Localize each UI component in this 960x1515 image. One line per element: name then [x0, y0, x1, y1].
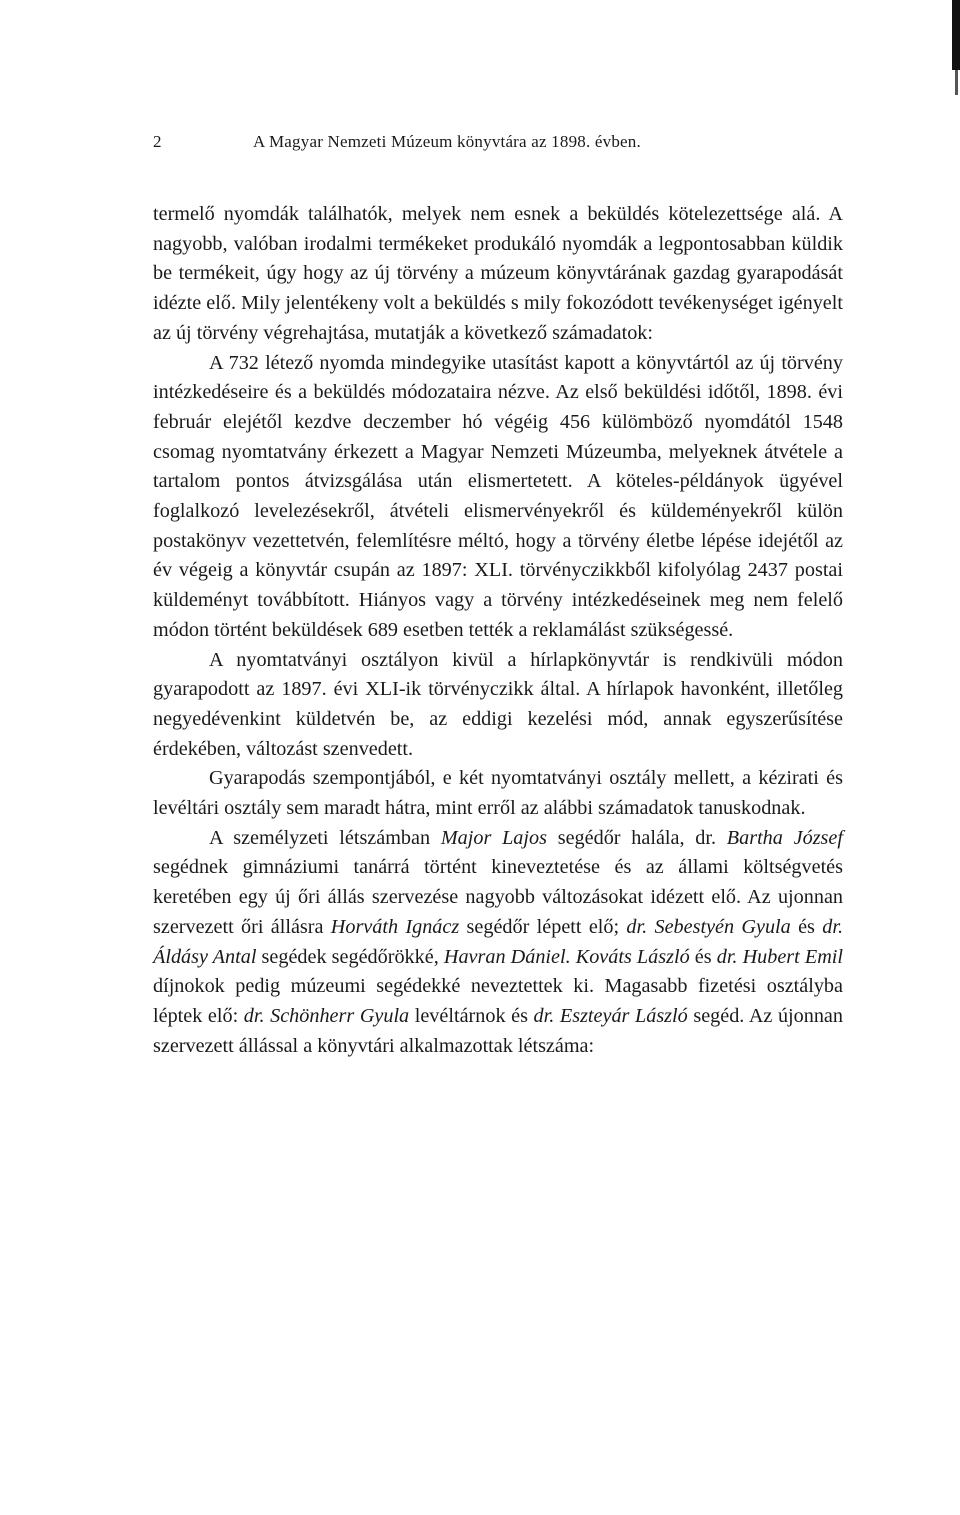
italic-name: Major Lajos [440, 826, 547, 849]
paragraph [153, 646, 843, 765]
text-run: Gyarapodás szempontjából, e két nyomtatványi osztály mellett, a kézirati és levéltári osztály sem maradt hátra, mint erről az alábbi számadatok tanuskodnak. [153, 767, 843, 820]
text-run: és [689, 945, 717, 968]
running-title: A Magyar Nemzeti Múzeum könyvtára az 1898. évben. [253, 132, 641, 151]
paragraph [153, 200, 843, 349]
page-edge-mark [952, 0, 960, 70]
paragraph [153, 349, 843, 646]
italic-name: dr. Áldásy Antal [153, 915, 843, 968]
page-edge-mark-lower [955, 70, 958, 95]
text-run: segédőr lépett elő; [459, 915, 627, 938]
italic-name: dr. Eszteyár László [533, 1004, 688, 1027]
italic-name: dr. Hubert Emil [716, 945, 844, 968]
text-run: díjnokok pedig múzeumi segédekké neveztettek ki. Magasabb fizetési osztályba léptek elő: [153, 975, 843, 1027]
running-header [153, 132, 843, 162]
text-run: és [790, 915, 823, 938]
text-run: segédőr halála, dr. [546, 826, 727, 849]
italic-name: dr. Sebestyén Gyula [626, 915, 791, 938]
document-page [153, 132, 843, 1061]
text-run: segédek segédőrökké, [256, 945, 444, 968]
italic-name: Horváth Ignácz [330, 915, 460, 938]
italic-name: Havran Dániel. Kováts László [443, 945, 690, 968]
paragraph [153, 764, 843, 823]
paragraph [153, 824, 843, 1062]
text-run: A nyomtatványi osztályon kivül a hírlapkönyvtár is rendkivüli módon gyarapodott az 1897. évi XLI-ik törvényczikk által. A hírlapok havonként, illetőleg negyedévenkint küldetvén be, az eddigi kezelési mód, annak egyszerűsítése érdekében, változást szenvedett. [153, 648, 843, 760]
italic-name: Bartha József [726, 826, 843, 849]
text-run: segéd. Az újonnan szervezett állással a könyvtári alkalmazottak létszáma: [153, 1004, 843, 1057]
page-number: 2 [153, 132, 162, 151]
text-run: A személyzeti létszámban [209, 826, 441, 849]
text-run: levéltárnok és [409, 1004, 534, 1027]
text-run: A 732 létező nyomda mindegyike utasítást kapott a könyvtártól az új törvény intézkedéseire és a beküldés módozataira nézve. Az első beküldési időtől, 1898. évi február elejétől kezdve deczember hó végéig 456 külömböző nyomdától 1548 csomag nyomtatvány érkezett a Magyar Nemzeti Múzeumba, melyeknek átvétele a tartalom pontos átvizsgálása után elismertetett. A köteles-példányok ügyével foglalkozó levelezésekről, átvételi elismervényekről és küldeményekről külön postakönyv vezettetvén, felemlítésre méltó, hogy a törvény életbe lépése idejétől az év végeig a könyvtár csupán az 1897: XLI. törvényczikkből kifolyólag 2437 postai küldeményt továbbított. Hiányos vagy a törvény intézkedéseinek meg nem felelő módon történt beküldések 689 esetben tették a reklamálást szükségessé. [153, 351, 843, 641]
italic-name: dr. Schönherr Gyula [243, 1004, 410, 1027]
text-run: segédnek gimnáziumi tanárrá történt kineveztetése és az állami költségvetés keretében egy új őri állás szervezése nagyobb változásokat idézett elő. Az ujonnan szervezett őri állásra [153, 856, 843, 938]
text-run: termelő nyomdák találhatók, melyek nem esnek a beküldés kötelezettsége alá. A nagyobb, valóban irodalmi termékeket produkáló nyomdák a legpontosabban küldik be termékeit, úgy hogy az új törvény a múzeum könyvtárának gazdag gyarapodását idézte elő. Mily jelentékeny volt a beküldés s mily fokozódott tevékenységet igényelt az új törvény végrehajtása, mutatják a következő számadatok: [153, 203, 843, 344]
body-text [153, 200, 843, 1061]
